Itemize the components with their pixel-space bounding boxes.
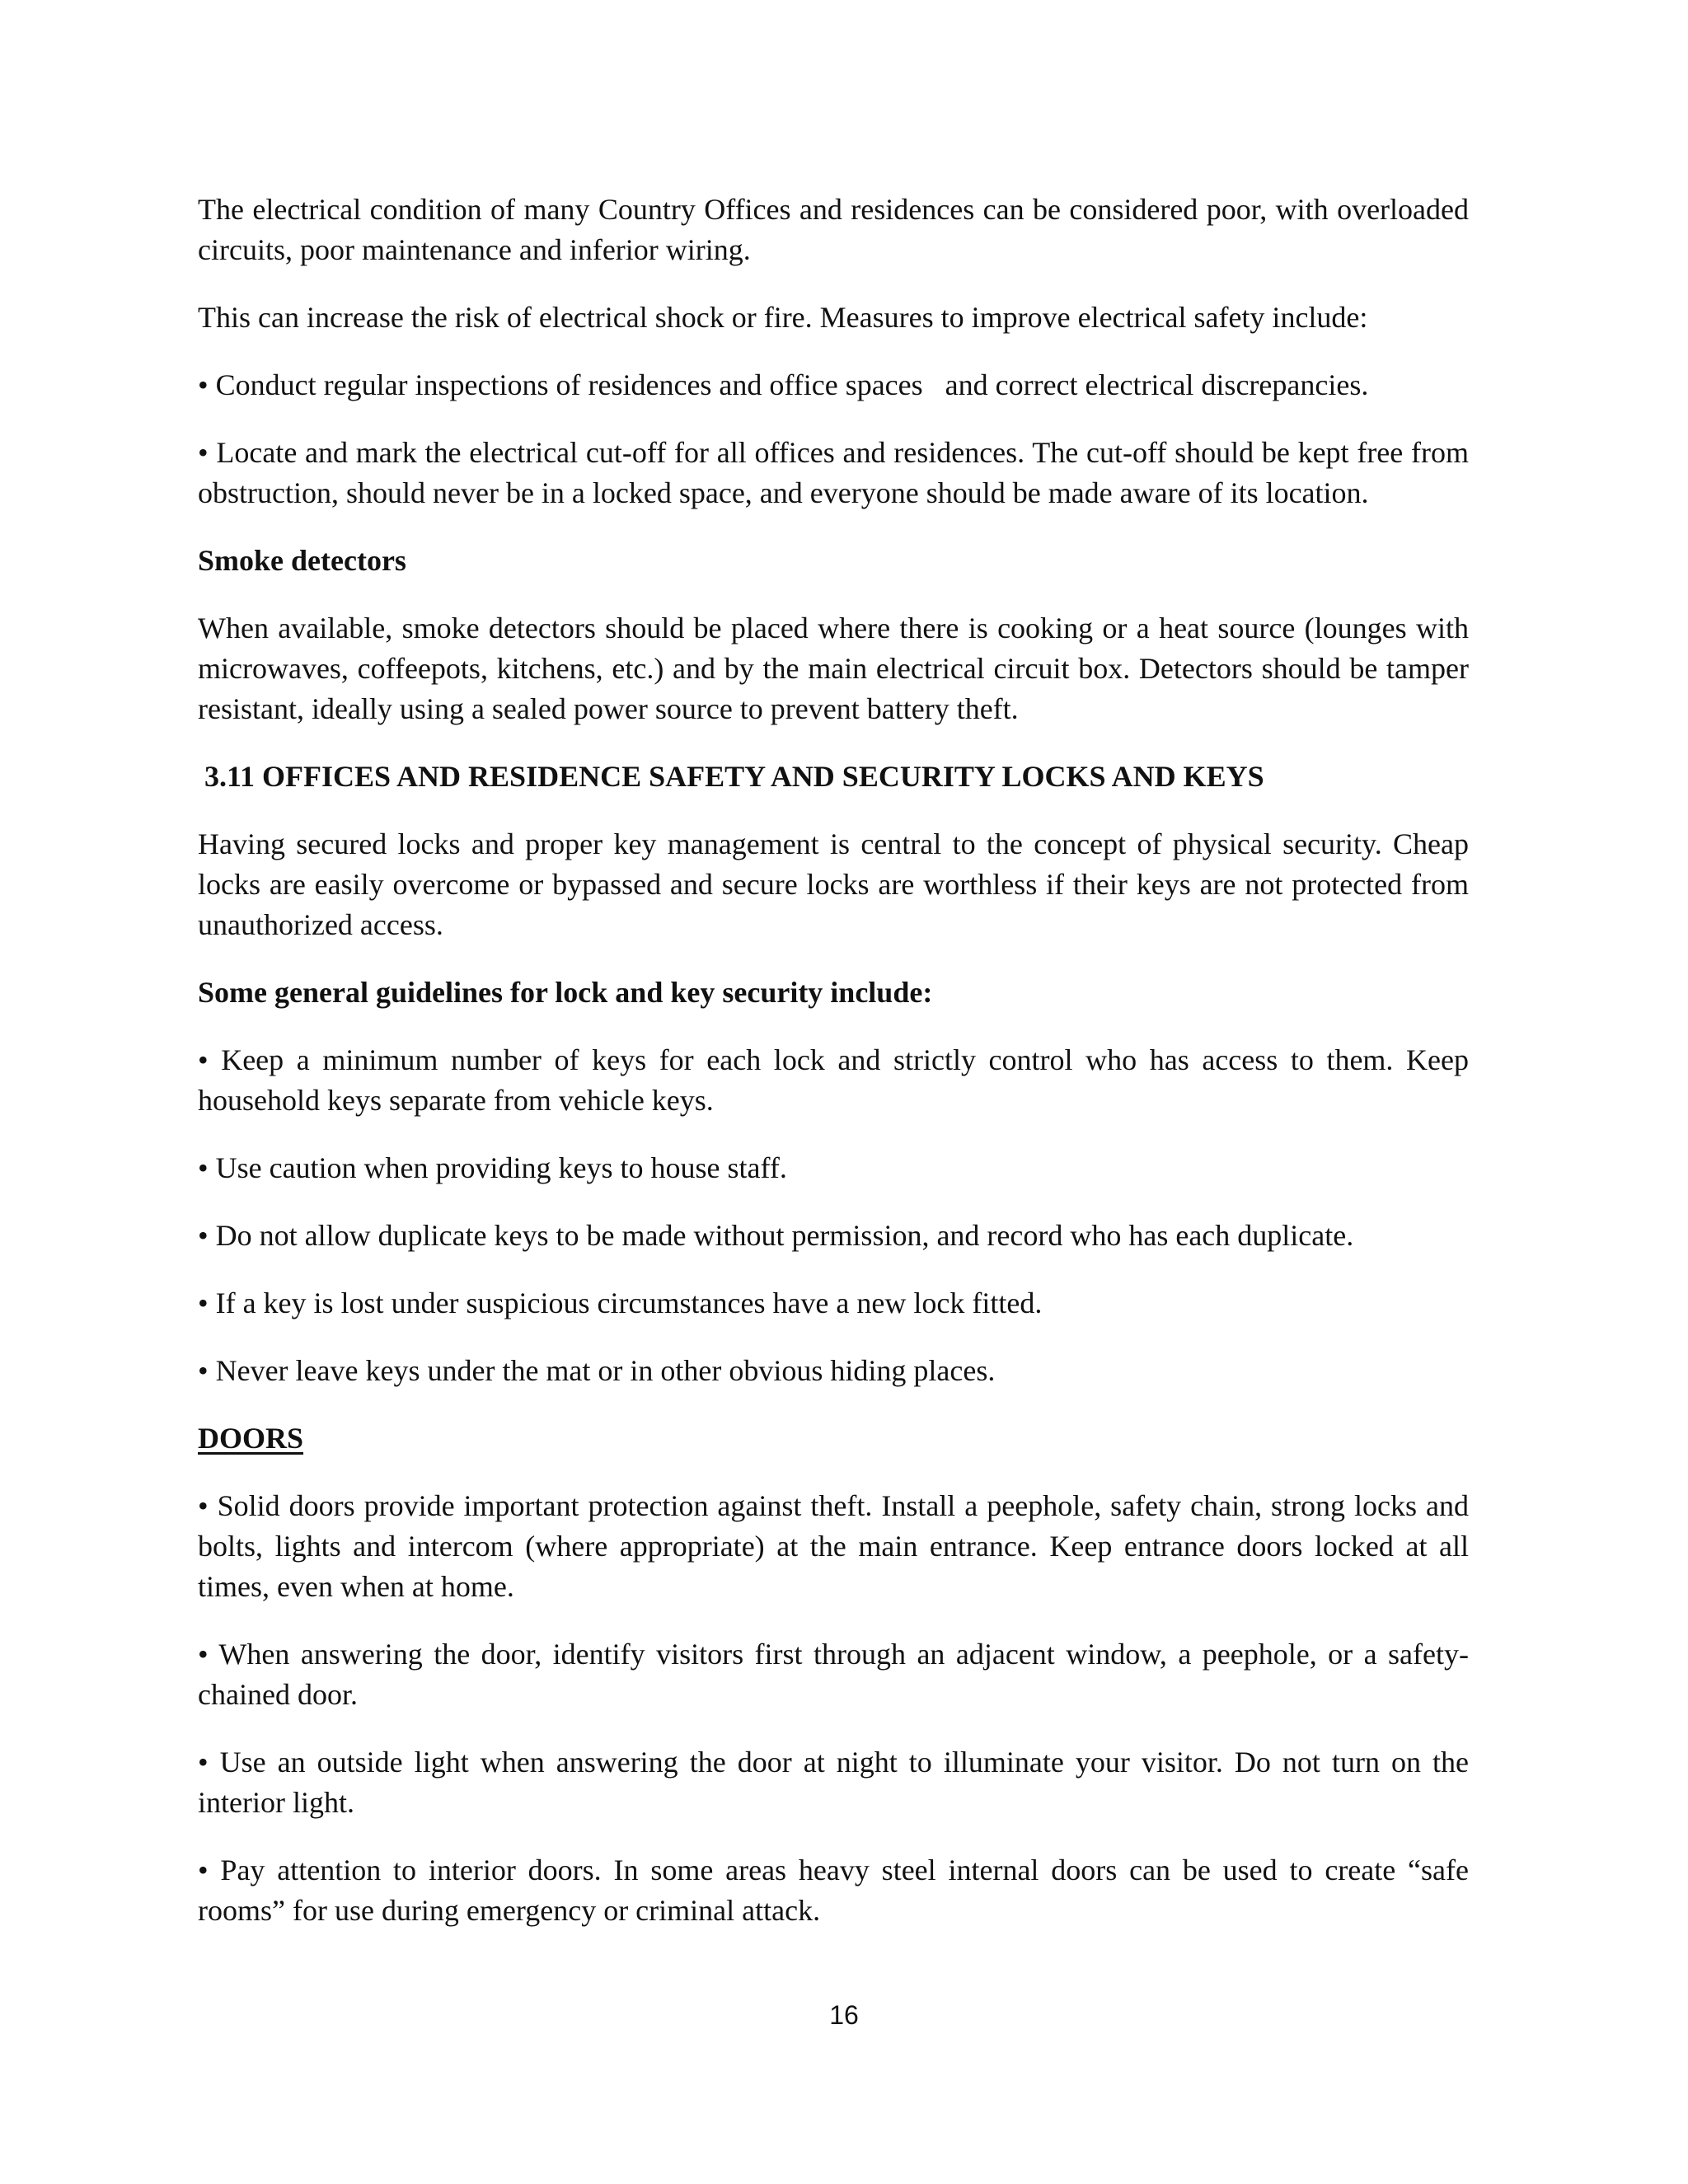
bullet-duplicate-keys: • Do not allow duplicate keys to be made without permission, and record who has each duplicate. [198,1219,1354,1252]
bullet-regular-inspections: • Conduct regular inspections of residences and office spaces and correct electrical discrepancies. [198,368,1369,401]
bullet-interior-doors: • Pay attention to interior doors. In some areas heavy steel internal doors can be used to create “safe rooms” for use during emergency or criminal attack. [198,1854,1469,1927]
paragraph-smoke-detectors: When available, smoke detectors should be placed where there is cooking or a heat source (lounges with microwaves, coffeepots, kitchens, etc.) and by the main electrical circuit box. Detectors should be tamper resistant, ideally using a sealed power source to prevent battery theft. [198,612,1469,725]
bullet-house-staff-keys: • Use caution when providing keys to house staff. [198,1151,787,1184]
paragraph-electrical-risk: This can increase the risk of electrical shock or fire. Measures to improve electrical safety include: [198,301,1368,334]
heading-smoke-detectors: Smoke detectors [198,544,406,577]
bullet-hiding-places: • Never leave keys under the mat or in other obvious hiding places. [198,1354,996,1387]
heading-lock-key-guidelines: Some general guidelines for lock and key security include: [198,976,933,1009]
paragraph-electrical-condition: The electrical condition of many Country Offices and residences can be considered poor, with overloaded circuits, poor maintenance and inferior wiring. [198,193,1469,266]
heading-doors: DOORS [198,1422,304,1455]
bullet-lost-key: • If a key is lost under suspicious circumstances have a new lock fitted. [198,1286,1043,1319]
page-number: 16 [829,2000,859,2030]
bullet-outside-light: • Use an outside light when answering the door at night to illuminate your visitor. Do not turn on the interior light. [198,1746,1469,1819]
bullet-electrical-cutoff: • Locate and mark the electrical cut-off for all offices and residences. The cut-off should be kept free from obstruction, should never be in a locked space, and everyone should be made aware of its location. [198,436,1469,509]
paragraph-locks-intro: Having secured locks and proper key management is central to the concept of physical security. Cheap locks are easily overcome or bypassed and secure locks are worthless if their keys are not protected from unauthorized access. [198,827,1469,941]
bullet-answering-door: • When answering the door, identify visitors first through an adjacent window, a peephole, or a safety-chained door. [198,1638,1469,1711]
section-heading-locks-and-keys: 3.11 OFFICES AND RESIDENCE SAFETY AND SECURITY LOCKS AND KEYS [204,760,1264,793]
page-body [198,190,1469,1958]
bullet-minimum-keys: • Keep a minimum number of keys for each lock and strictly control who has access to them. Keep household keys separate from vehicle keys. [198,1043,1469,1117]
bullet-solid-doors: • Solid doors provide important protection against theft. Install a peephole, safety chain, strong locks and bolts, lights and intercom (where appropriate) at the main entrance. Keep entrance doors locked at all times, even when at home. [198,1489,1469,1603]
